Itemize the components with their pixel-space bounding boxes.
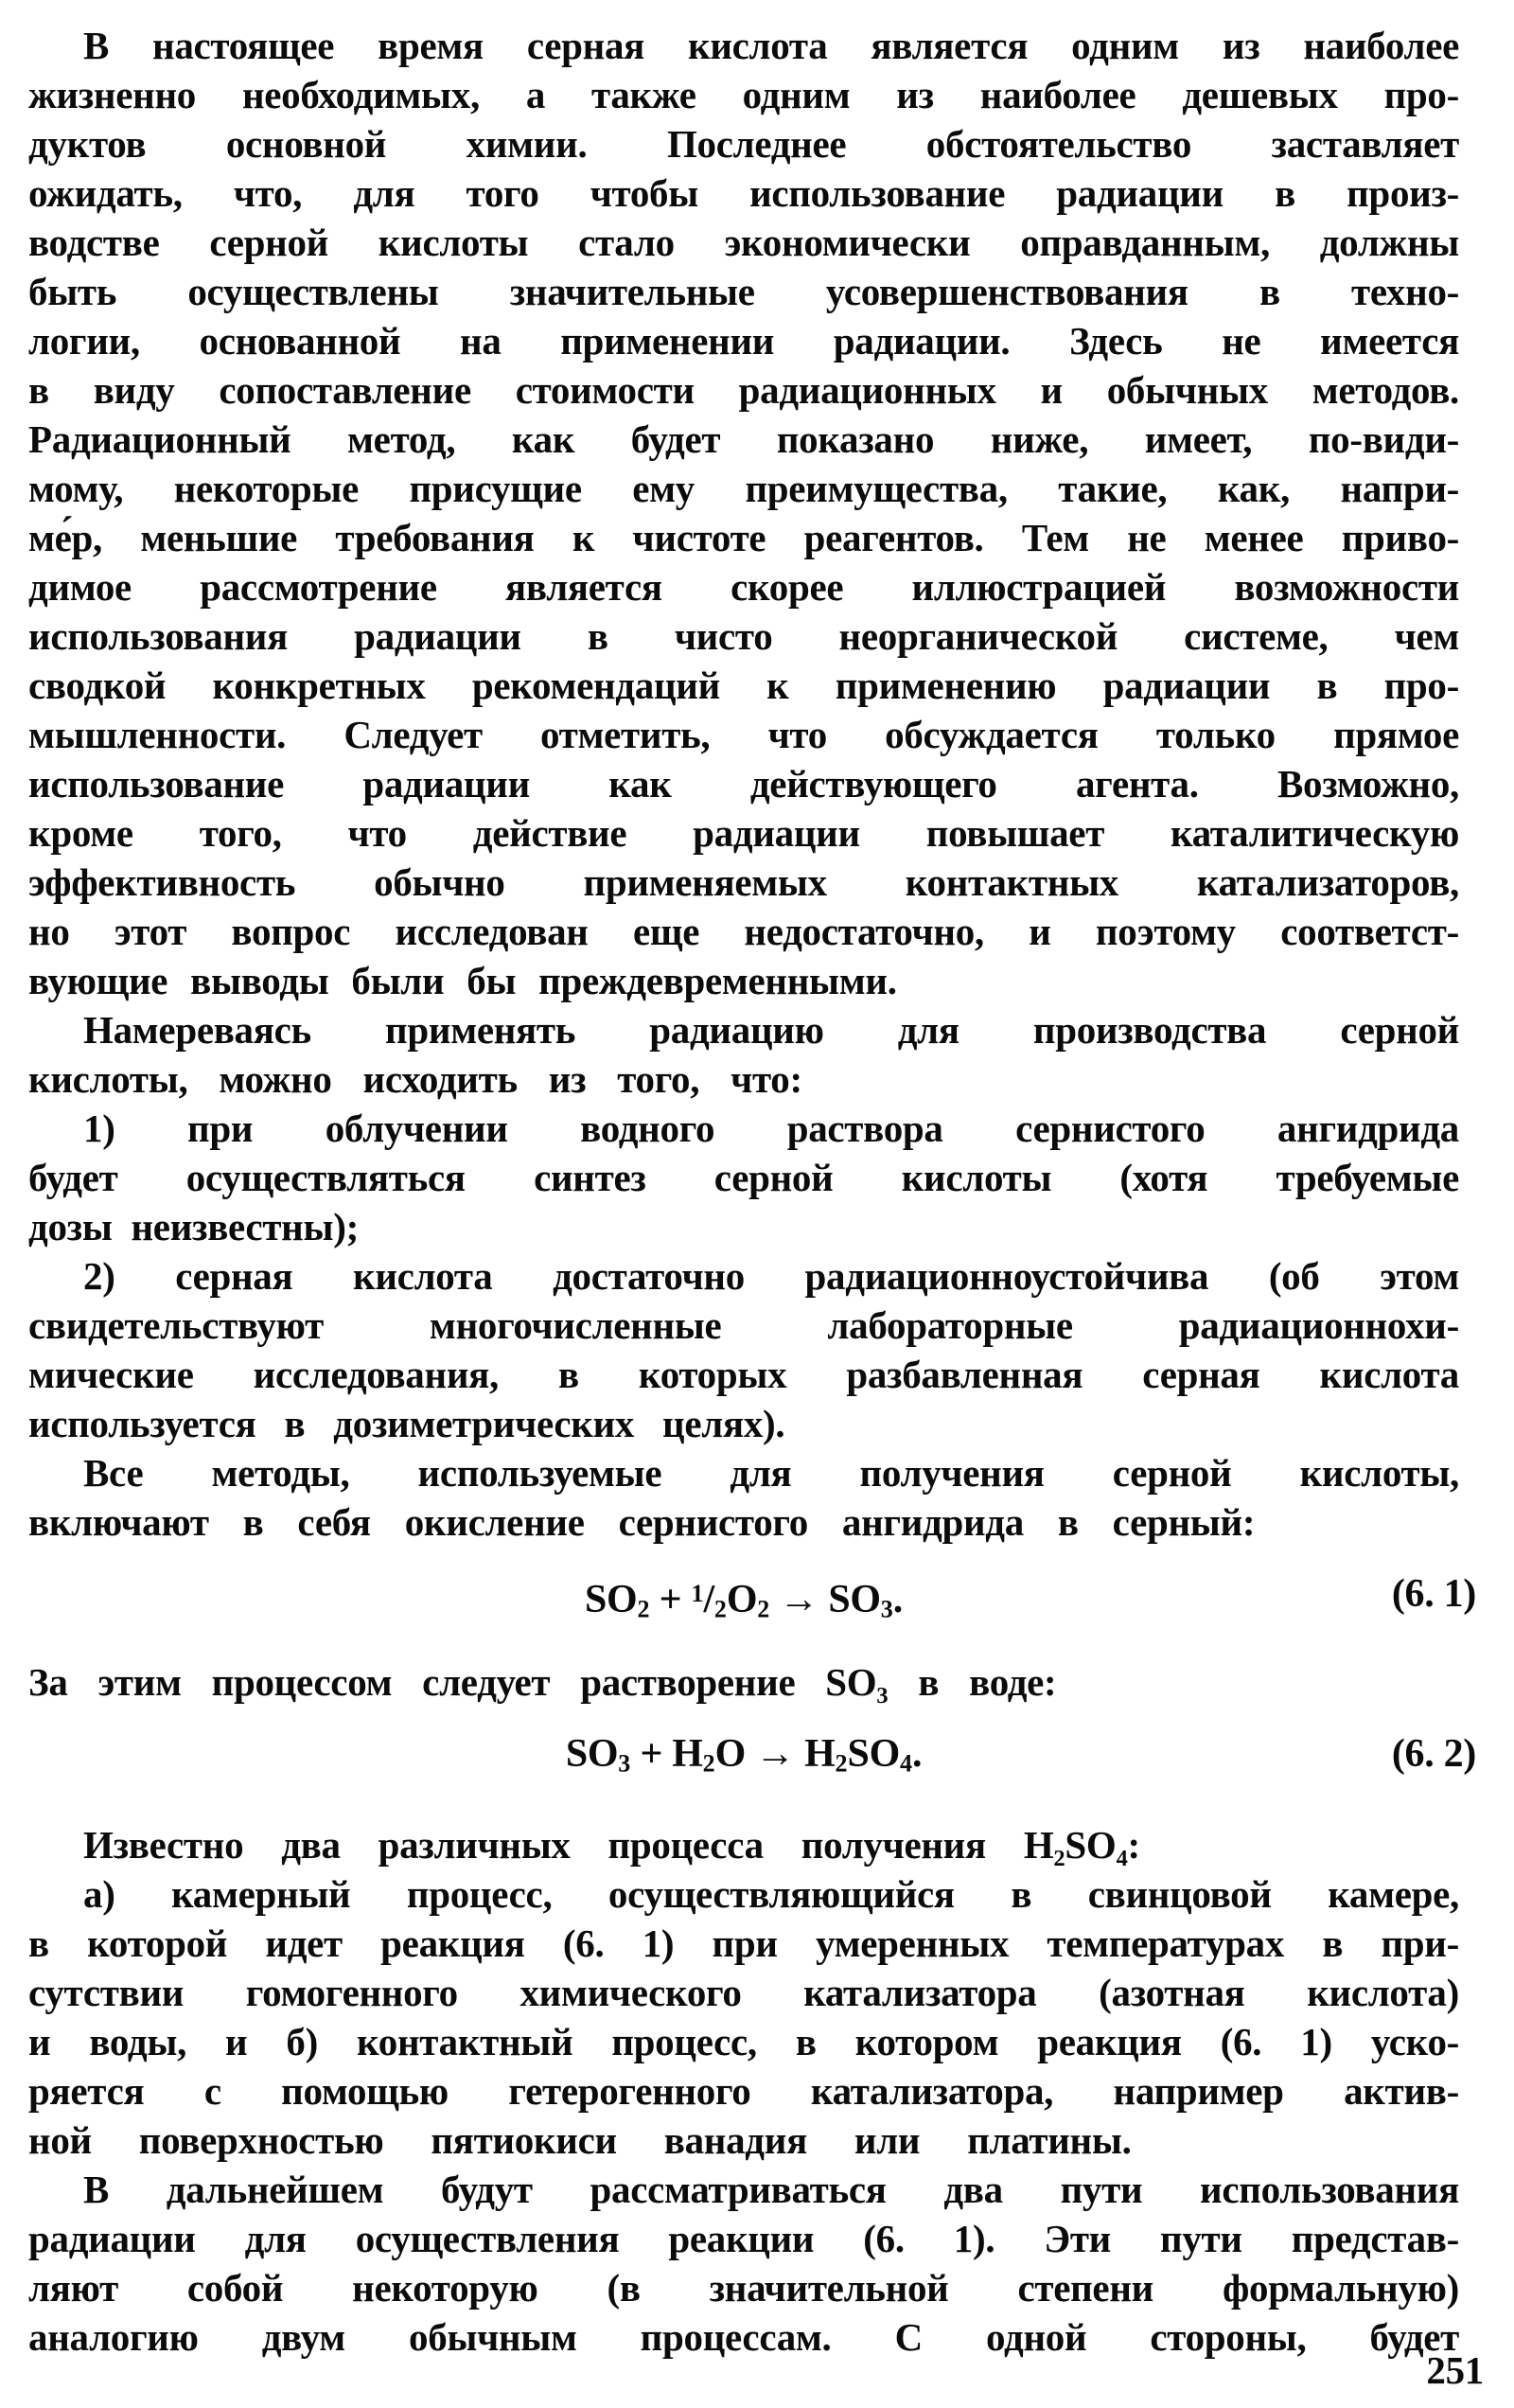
text-line: в которой идет реакция (6. 1) при умеренных температурах в при-	[28, 1921, 1459, 1966]
text-line: Намереваясь применять радиацию для производства серной	[83, 1008, 1459, 1052]
equation	[28, 1726, 1476, 1793]
text-column	[28, 0, 1476, 2362]
text-line: логии, основанной на применении радиации. Здесь не имеется	[28, 319, 1459, 363]
equation-formula: $SO_2 + ^1/_2O_2 \to SO_3$.	[585, 1577, 903, 1623]
paragraph	[28, 1448, 1459, 1547]
text-line: ряется с помощью гетерогенного катализатора, например актив-	[28, 2069, 1459, 2114]
text-line: сводкой конкретных рекомендаций к применению радиации в про-	[28, 664, 1459, 707]
text-line: кислоты, можно исходить из того, что:	[28, 1057, 802, 1101]
text-line: ной поверхностью пятиокиси ванадия или платины.	[28, 2118, 1132, 2163]
text-line: кроме того, что действие радиации повышает каталитическую	[28, 811, 1459, 855]
text-line: водстве серной кислоты стало экономически оправданным, должны	[28, 221, 1459, 264]
text-line: аналогию двум обычным процессам. С одной стороны, будет	[28, 2315, 1459, 2360]
text-line: димое рассмотрение является скорее иллюстрацией возможности	[28, 565, 1459, 609]
text-line: радиации для осуществления реакции (6. 1). Эти пути представ-	[28, 2217, 1459, 2261]
text-line: использование радиации как действующего агента. Возможно,	[28, 762, 1459, 806]
paragraph	[28, 1820, 1459, 1869]
text-line: 1) при облучении водного раствора сернистого ангидрида	[83, 1107, 1459, 1150]
text-line: дозы неизвестны);	[28, 1205, 359, 1248]
text-line: В настоящее время серная кислота является одним из наиболее	[83, 24, 1459, 67]
text-line: Известно два различных процесса получения H₂SO₄:	[83, 1823, 1140, 1868]
text-line: За этим процессом следует растворение SO₃ в воде:	[28, 1659, 1057, 1704]
paragraph	[28, 1657, 1459, 1707]
paragraph	[28, 2165, 1459, 2362]
text-line: будет осуществляться синтез серной кислоты (хотя требуемые	[28, 1156, 1459, 1199]
text-line: используется в дозиметрических целях).	[28, 1402, 785, 1445]
text-line: эффективность обычно применяемых контактных катализаторов,	[28, 860, 1459, 904]
text-line: быть осуществлены значительные усовершенствования в техно-	[28, 270, 1459, 313]
text-line: вующие выводы были бы преждевременными.	[28, 959, 897, 1002]
text-line: ме́р, меньшие требования к чистоте реагентов. Тем не менее приво-	[28, 516, 1459, 559]
text-line: ляют собой некоторую (в значительной степени формальную)	[28, 2266, 1459, 2311]
text-line: Радиационный метод, как будет показано ниже, имеет, по-види-	[28, 417, 1459, 461]
equation	[28, 1566, 1476, 1638]
text-line: дуктов основной химии. Последнее обстоятельство заставляет	[28, 122, 1459, 166]
text-line: ожидать, что, для того чтобы использование радиации в произ-	[28, 171, 1459, 215]
text-line: включают в себя окисление сернистого ангидрида в серный:	[28, 1500, 1256, 1544]
paragraph	[28, 1251, 1459, 1448]
text-line: сутствии гомогенного химического катализатора (азотная кислота)	[28, 1971, 1459, 2015]
equation-number: (6. 2)	[1391, 1731, 1476, 1776]
paragraph	[28, 1104, 1459, 1251]
paragraph	[28, 1869, 1459, 2165]
equation-number: (6. 1)	[1391, 1572, 1476, 1616]
text-line: но этот вопрос исследован еще недостаточно, и поэтому соответст-	[28, 910, 1459, 953]
text-line: мышленности. Следует отметить, что обсуждается только прямое	[28, 713, 1459, 756]
text-line: свидетельствуют многочисленные лабораторные радиационнохи-	[28, 1303, 1459, 1347]
text-line: а) камерный процесс, осуществляющийся в свинцовой камере,	[83, 1872, 1459, 1917]
text-line: В дальнейшем будут рассматриваться два пути использования	[83, 2168, 1459, 2212]
text-line: и воды, и б) контактный процесс, в котором реакция (6. 1) уско-	[28, 2020, 1459, 2064]
text-line: мические исследования, в которых разбавленная серная кислота	[28, 1353, 1459, 1396]
paragraph	[28, 1005, 1459, 1104]
paragraph	[28, 21, 1459, 1005]
page-number: 251	[1426, 2348, 1484, 2392]
text-line: мому, некоторые присущие ему преимущества, такие, как, напри-	[28, 467, 1459, 510]
text-line: использования радиации в чисто неорганической системе, чем	[28, 614, 1459, 658]
equation-formula: $SO_3 + H_2O \to H_2SO_4$.	[565, 1731, 923, 1778]
text-line: жизненно необходимых, а также одним из наиболее дешевых про-	[28, 73, 1459, 116]
text-line: 2) серная кислота достаточно радиационноустойчива (об этом	[83, 1254, 1459, 1298]
text-line: Все методы, используемые для получения серной кислоты,	[83, 1451, 1459, 1495]
text-line: в виду сопоставление стоимости радиационных и обычных методов.	[28, 368, 1459, 412]
